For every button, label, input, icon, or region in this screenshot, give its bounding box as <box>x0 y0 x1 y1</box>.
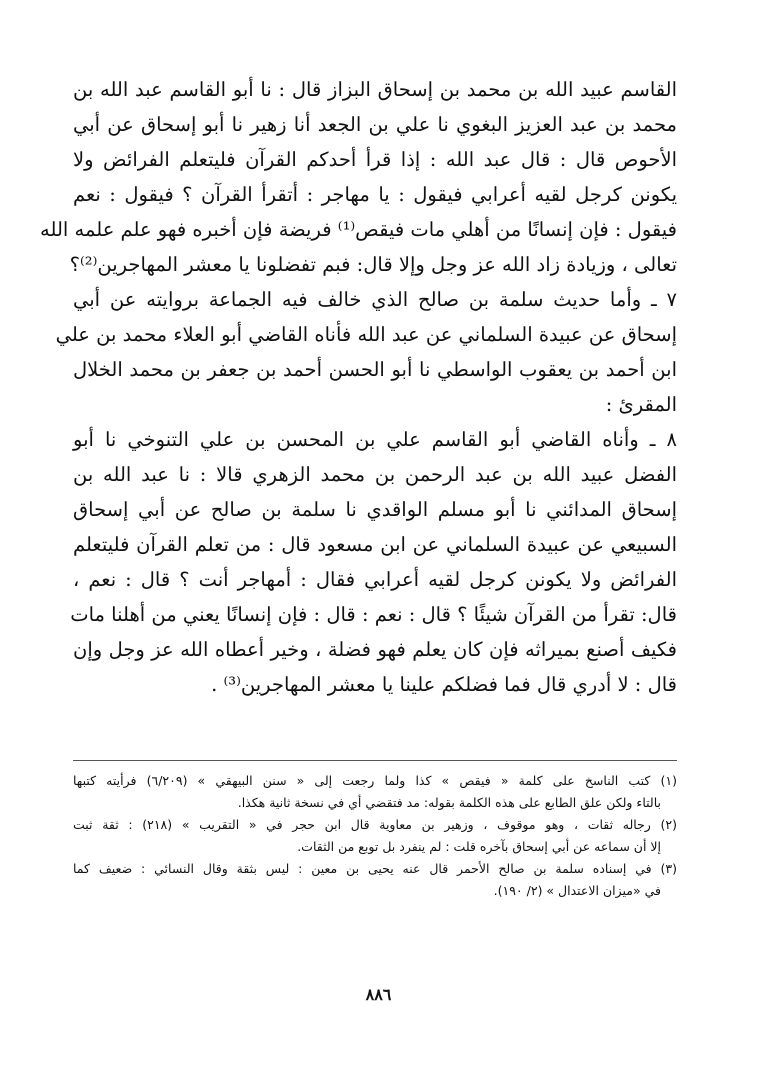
footnote-line: بالتاء ولكن علق الطابع على هذه الكلمة بقوله: مد فتقضي أي في نسخة ثانية هكذا. <box>237 795 661 810</box>
footnote-line: في «ميزان الاعتدال » (٢/ ١٩٠). <box>493 883 661 898</box>
text-line: قال: تقرأ من القرآن شيئًا ؟ قال : نعم : قال : فإن إنسانًا يعني من أهلنا مات <box>70 603 677 626</box>
footnote-line: إلا أن سماعه عن أبي إسحاق بآخره قلت : لم ينفرد بل توبع من الثقات. <box>297 839 661 854</box>
footnote-separator <box>73 760 677 761</box>
text-line: إسحاق المدائني نا أبو مسلم الواقدي نا سلمة بن صالح عن أبي إسحاق <box>73 498 677 521</box>
text-line: الفضل عبيد الله بن عبد الرحمن بن محمد الزهري قالا : نا عبد الله بن <box>73 463 677 486</box>
main-text <box>40 72 677 702</box>
footnote-line: (٣) في إسناده سلمة بن صالح الأحمر قال عنه يحيى بن معين : ليس بثقة وقال النسائي : ضعيف كما <box>73 861 677 876</box>
text-line: تعالى ، وزيادة زاد الله عز وجل وإلا قال: فبم تفضلونا يا معشر المهاجرين⁽²⁾؟ <box>69 253 677 276</box>
page-number: ٨٨٦ <box>365 985 392 1004</box>
text-line: ابن أحمد بن يعقوب الواسطي نا أبو الحسن أحمد بن جعفر بن محمد الخلال <box>73 358 677 381</box>
text-line: المقرئ : <box>605 393 677 416</box>
footnote-line: (١) كتب الناسخ على كلمة « فيقص » كذا ولما رجعت إلى « سنن البيهقي » (٦/٢٠٩) فرأيته كتبها <box>73 773 677 788</box>
text-line: فكيف أصنع بميراثه فإن كان يعلم فهو فضلة ، وخير أعطاه الله عز وجل وإن <box>73 638 677 661</box>
text-line: الفرائض ولا يكونن كرجل لقيه أعرابي فقال : أمهاجر أنت ؟ قال : نعم ، <box>73 568 677 591</box>
text-line: محمد بن عبد العزيز البغوي نا علي بن الجعد أنا زهير نا أبو إسحاق عن أبي <box>73 113 677 136</box>
footnotes <box>73 770 677 902</box>
text-line: فيقول : فإن إنسانًا من أهلي مات فيقص⁽¹⁾ فريضة فإن أخبره فهو علم علمه الله <box>40 218 677 241</box>
text-line: السبيعي عن عبيدة السلماني عن ابن مسعود قال : من تعلم القرآن فليتعلم <box>73 533 677 556</box>
text-line: ٧ ـ وأما حديث سلمة بن صالح الذي خالف فيه الجماعة بروايته عن أبي <box>73 288 677 311</box>
text-line: قال : لا أدري قال فما فضلكم علينا يا معشر المهاجرين⁽³⁾ . <box>211 673 677 696</box>
text-line: إسحاق عن عبيدة السلماني عن عبد الله فأناه القاضي أبو العلاء محمد بن علي <box>55 323 677 346</box>
footnote-line: (٢) رجاله ثقات ، وهو موقوف ، وزهير بن معاوية قال ابن حجر في « التقريب » (٢١٨) : ثقة ثبت <box>73 817 677 832</box>
text-line: الأحوص قال : قال عبد الله : إذا قرأ أحدكم القرآن فليتعلم الفرائض ولا <box>73 148 677 171</box>
text-line: ٨ ـ وأناه القاضي أبو القاسم علي بن المحسن بن علي التنوخي نا أبو <box>73 428 677 451</box>
text-line: القاسم عبيد الله بن محمد بن إسحاق البزاز قال : نا أبو القاسم عبد الله بن <box>73 78 677 101</box>
text-line: يكونن كرجل لقيه أعرابي فيقول : يا مهاجر : أتقرأ القرآن ؟ فيقول : نعم <box>73 183 677 206</box>
